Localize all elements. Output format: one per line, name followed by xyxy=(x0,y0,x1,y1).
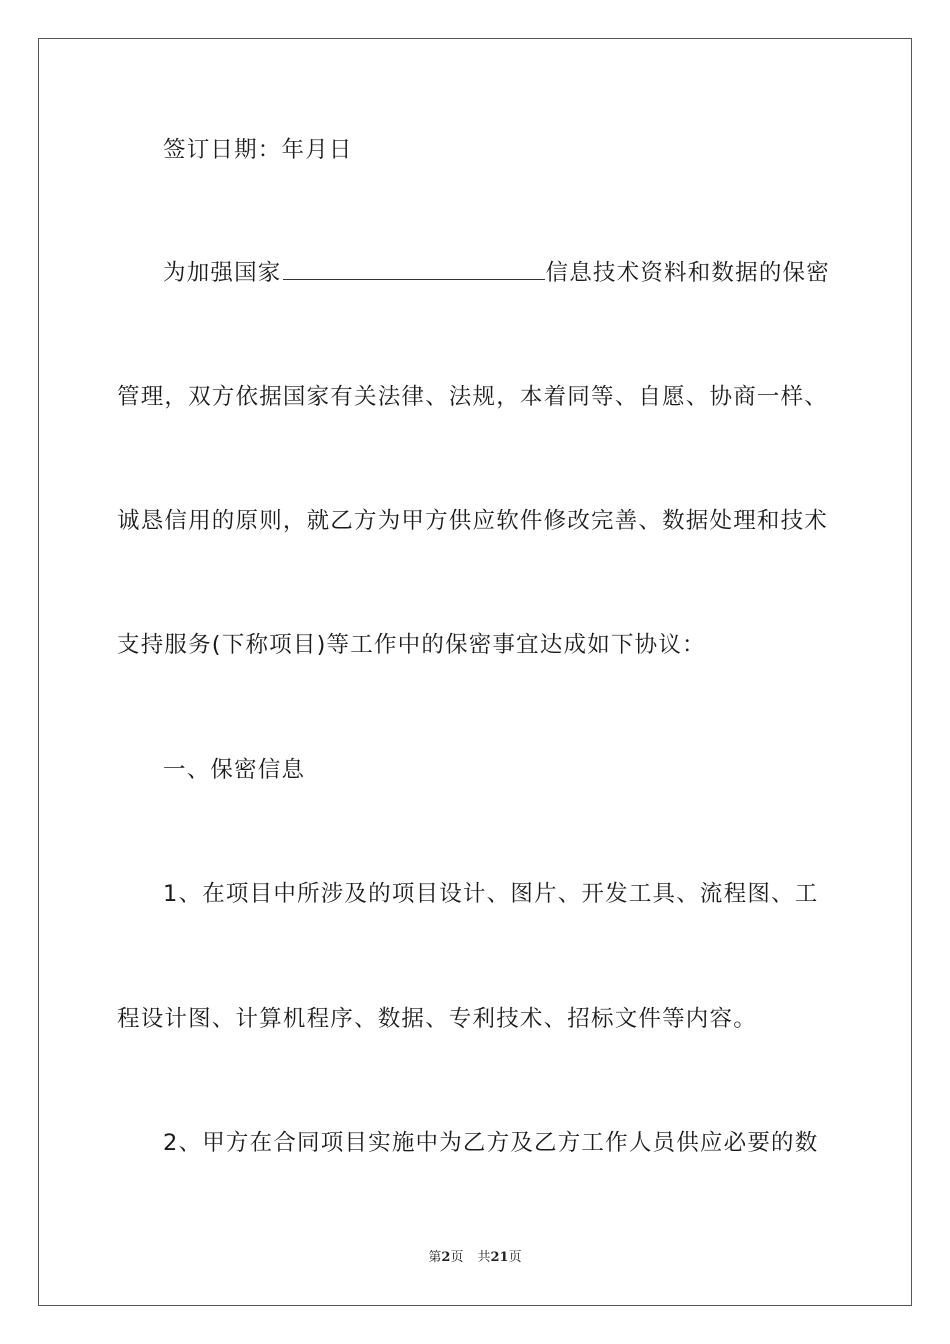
footer-page-number: 2 xyxy=(441,1250,451,1265)
signing-date-line: 签订日期：年月日 xyxy=(163,137,353,163)
paragraph-line-2: 管理，双方依据国家有关法律、法规，本着同等、自愿、协商一样、 xyxy=(117,384,829,410)
footer-page-unit: 页 xyxy=(450,1250,464,1265)
paragraph-line-3: 诚恳信用的原则，就乙方为甲方供应软件修改完善、数据处理和技术 xyxy=(117,508,829,534)
paragraph-line-1 xyxy=(163,258,830,288)
paragraph-text-end: 信息技术资料和数据的保密 xyxy=(545,260,830,286)
footer-total-pages: 21 xyxy=(490,1250,509,1265)
fill-in-blank[interactable] xyxy=(283,258,545,280)
paragraph-line-4: 支持服务(下称项目)等工作中的保密事宜达成如下协议： xyxy=(117,632,706,658)
clause-1-line-1: 1、在项目中所涉及的项目设计、图片、开发工具、流程图、工 xyxy=(163,881,819,907)
section-heading: 一、保密信息 xyxy=(163,757,306,783)
footer-total-prefix: 共 xyxy=(477,1250,491,1265)
clause-1-line-2: 程设计图、计算机程序、数据、专利技术、招标文件等内容。 xyxy=(117,1006,757,1032)
page-border xyxy=(38,38,912,1306)
page-footer xyxy=(0,1246,950,1265)
paragraph-text-start: 为加强国家 xyxy=(163,260,282,286)
footer-total-unit: 页 xyxy=(508,1250,522,1265)
clause-2-line-1: 2、甲方在合同项目实施中为乙方及乙方工作人员供应必要的数 xyxy=(163,1130,819,1156)
footer-page-prefix: 第 xyxy=(428,1250,442,1265)
